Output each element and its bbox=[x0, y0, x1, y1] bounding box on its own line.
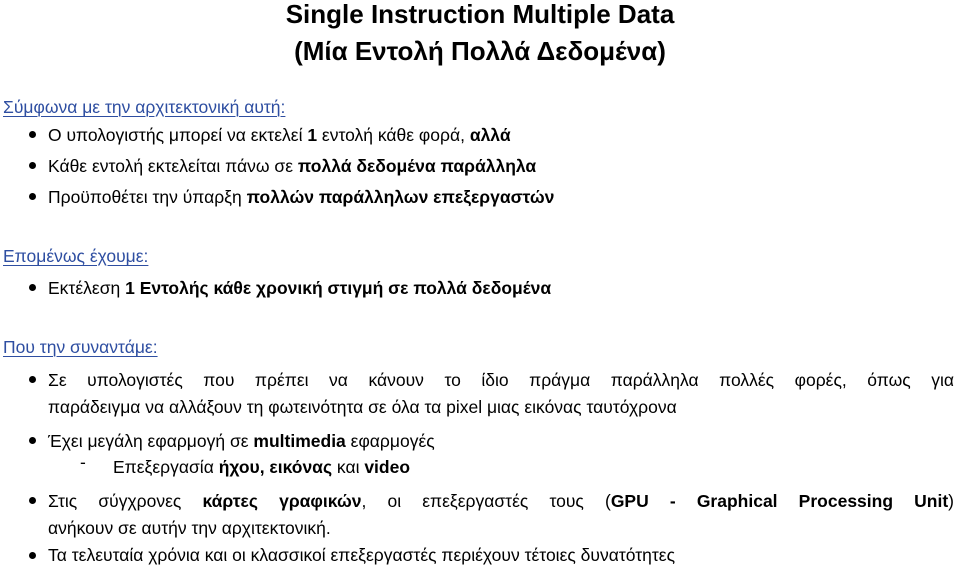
item-text: ) bbox=[948, 491, 954, 511]
list-item bbox=[48, 120, 954, 150]
list-item bbox=[48, 151, 954, 181]
item-text: Κάθε εντολή εκτελείται πάνω σε bbox=[48, 156, 298, 176]
slide-title-line-2: (Μία Εντολή Πολλά Δεδομένα) bbox=[294, 36, 666, 66]
item-bold-text: 1 bbox=[307, 125, 318, 145]
list-item-line-1 bbox=[48, 486, 954, 516]
item-text: Ο υπολογιστής μπορεί να εκτελεί bbox=[48, 125, 308, 145]
item-text: , οι επεξεργαστές τους ( bbox=[361, 491, 611, 511]
item-bold-text: κάρτες γραφικών bbox=[202, 491, 362, 511]
item-text: Έχει μεγάλη εφαρμογή σε bbox=[48, 431, 254, 451]
list-item-line-2: παράδειγμα να αλλάξουν τη φωτεινότητα σε όλα τα pixel μιας εικόνας ταυτόχρονα bbox=[48, 397, 677, 417]
list-item bbox=[48, 273, 954, 303]
bullet-icon bbox=[29, 284, 36, 291]
bullet-icon bbox=[29, 376, 36, 383]
sub-item-dash: - bbox=[80, 452, 86, 472]
bullet-icon bbox=[29, 131, 36, 138]
section-heading-architecture: Σύμφωνα με την αρχιτεκτονική αυτή: bbox=[3, 97, 286, 117]
bullet-icon bbox=[29, 497, 36, 504]
item-bold-text: multimedia bbox=[253, 431, 346, 451]
list-item-line-1: Σε υπολογιστές που πρέπει να κάνουν το ίδιο πράγμα παράλληλα πολλές φορές, όπως για bbox=[48, 370, 954, 390]
item-text: Επεξεργασία bbox=[113, 457, 219, 477]
item-text: Στις σύγχρονες bbox=[48, 491, 203, 511]
slide-title-line-1: Single Instruction Multiple Data bbox=[285, 0, 675, 29]
sub-list-item bbox=[113, 456, 410, 478]
bullet-icon bbox=[29, 437, 36, 444]
item-text: εντολή κάθε φορά, bbox=[317, 125, 470, 145]
item-bold-text: 1 Εντολής κάθε χρονική στιγμή σε πολλά δεδομένα bbox=[125, 278, 552, 298]
item-bold-text: πολλά δεδομένα παράλληλα bbox=[297, 156, 537, 176]
item-bold-text: αλλά bbox=[469, 125, 511, 145]
list-item-line-2: ανήκουν σε αυτήν την αρχιτεκτονική. bbox=[48, 518, 331, 538]
item-bold-text: GPU - Graphical Processing Unit bbox=[610, 491, 949, 511]
list-item: Τα τελευταία χρόνια και οι κλασσικοί επεξεργαστές περιέχουν τέτοιες δυνατότητες bbox=[48, 545, 676, 565]
bullet-icon bbox=[29, 193, 36, 200]
item-text: εφαρμογές bbox=[345, 431, 435, 451]
list-item bbox=[48, 426, 954, 456]
section-heading-where-found: Που την συναντάμε: bbox=[3, 337, 158, 357]
item-bold-text: video bbox=[364, 457, 411, 477]
item-bold-text: ήχου, εικόνας bbox=[218, 457, 333, 477]
section-heading-therefore: Επομένως έχουμε: bbox=[3, 246, 149, 266]
bullet-icon bbox=[29, 552, 36, 559]
bullet-icon bbox=[29, 162, 36, 169]
item-bold-text: πολλών παράλληλων επεξεργαστών bbox=[246, 187, 555, 207]
list-item bbox=[48, 182, 954, 212]
item-text: Προϋποθέτει την ύπαρξη bbox=[48, 187, 247, 207]
item-text: Εκτέλεση bbox=[48, 278, 126, 298]
item-text: και bbox=[332, 457, 365, 477]
